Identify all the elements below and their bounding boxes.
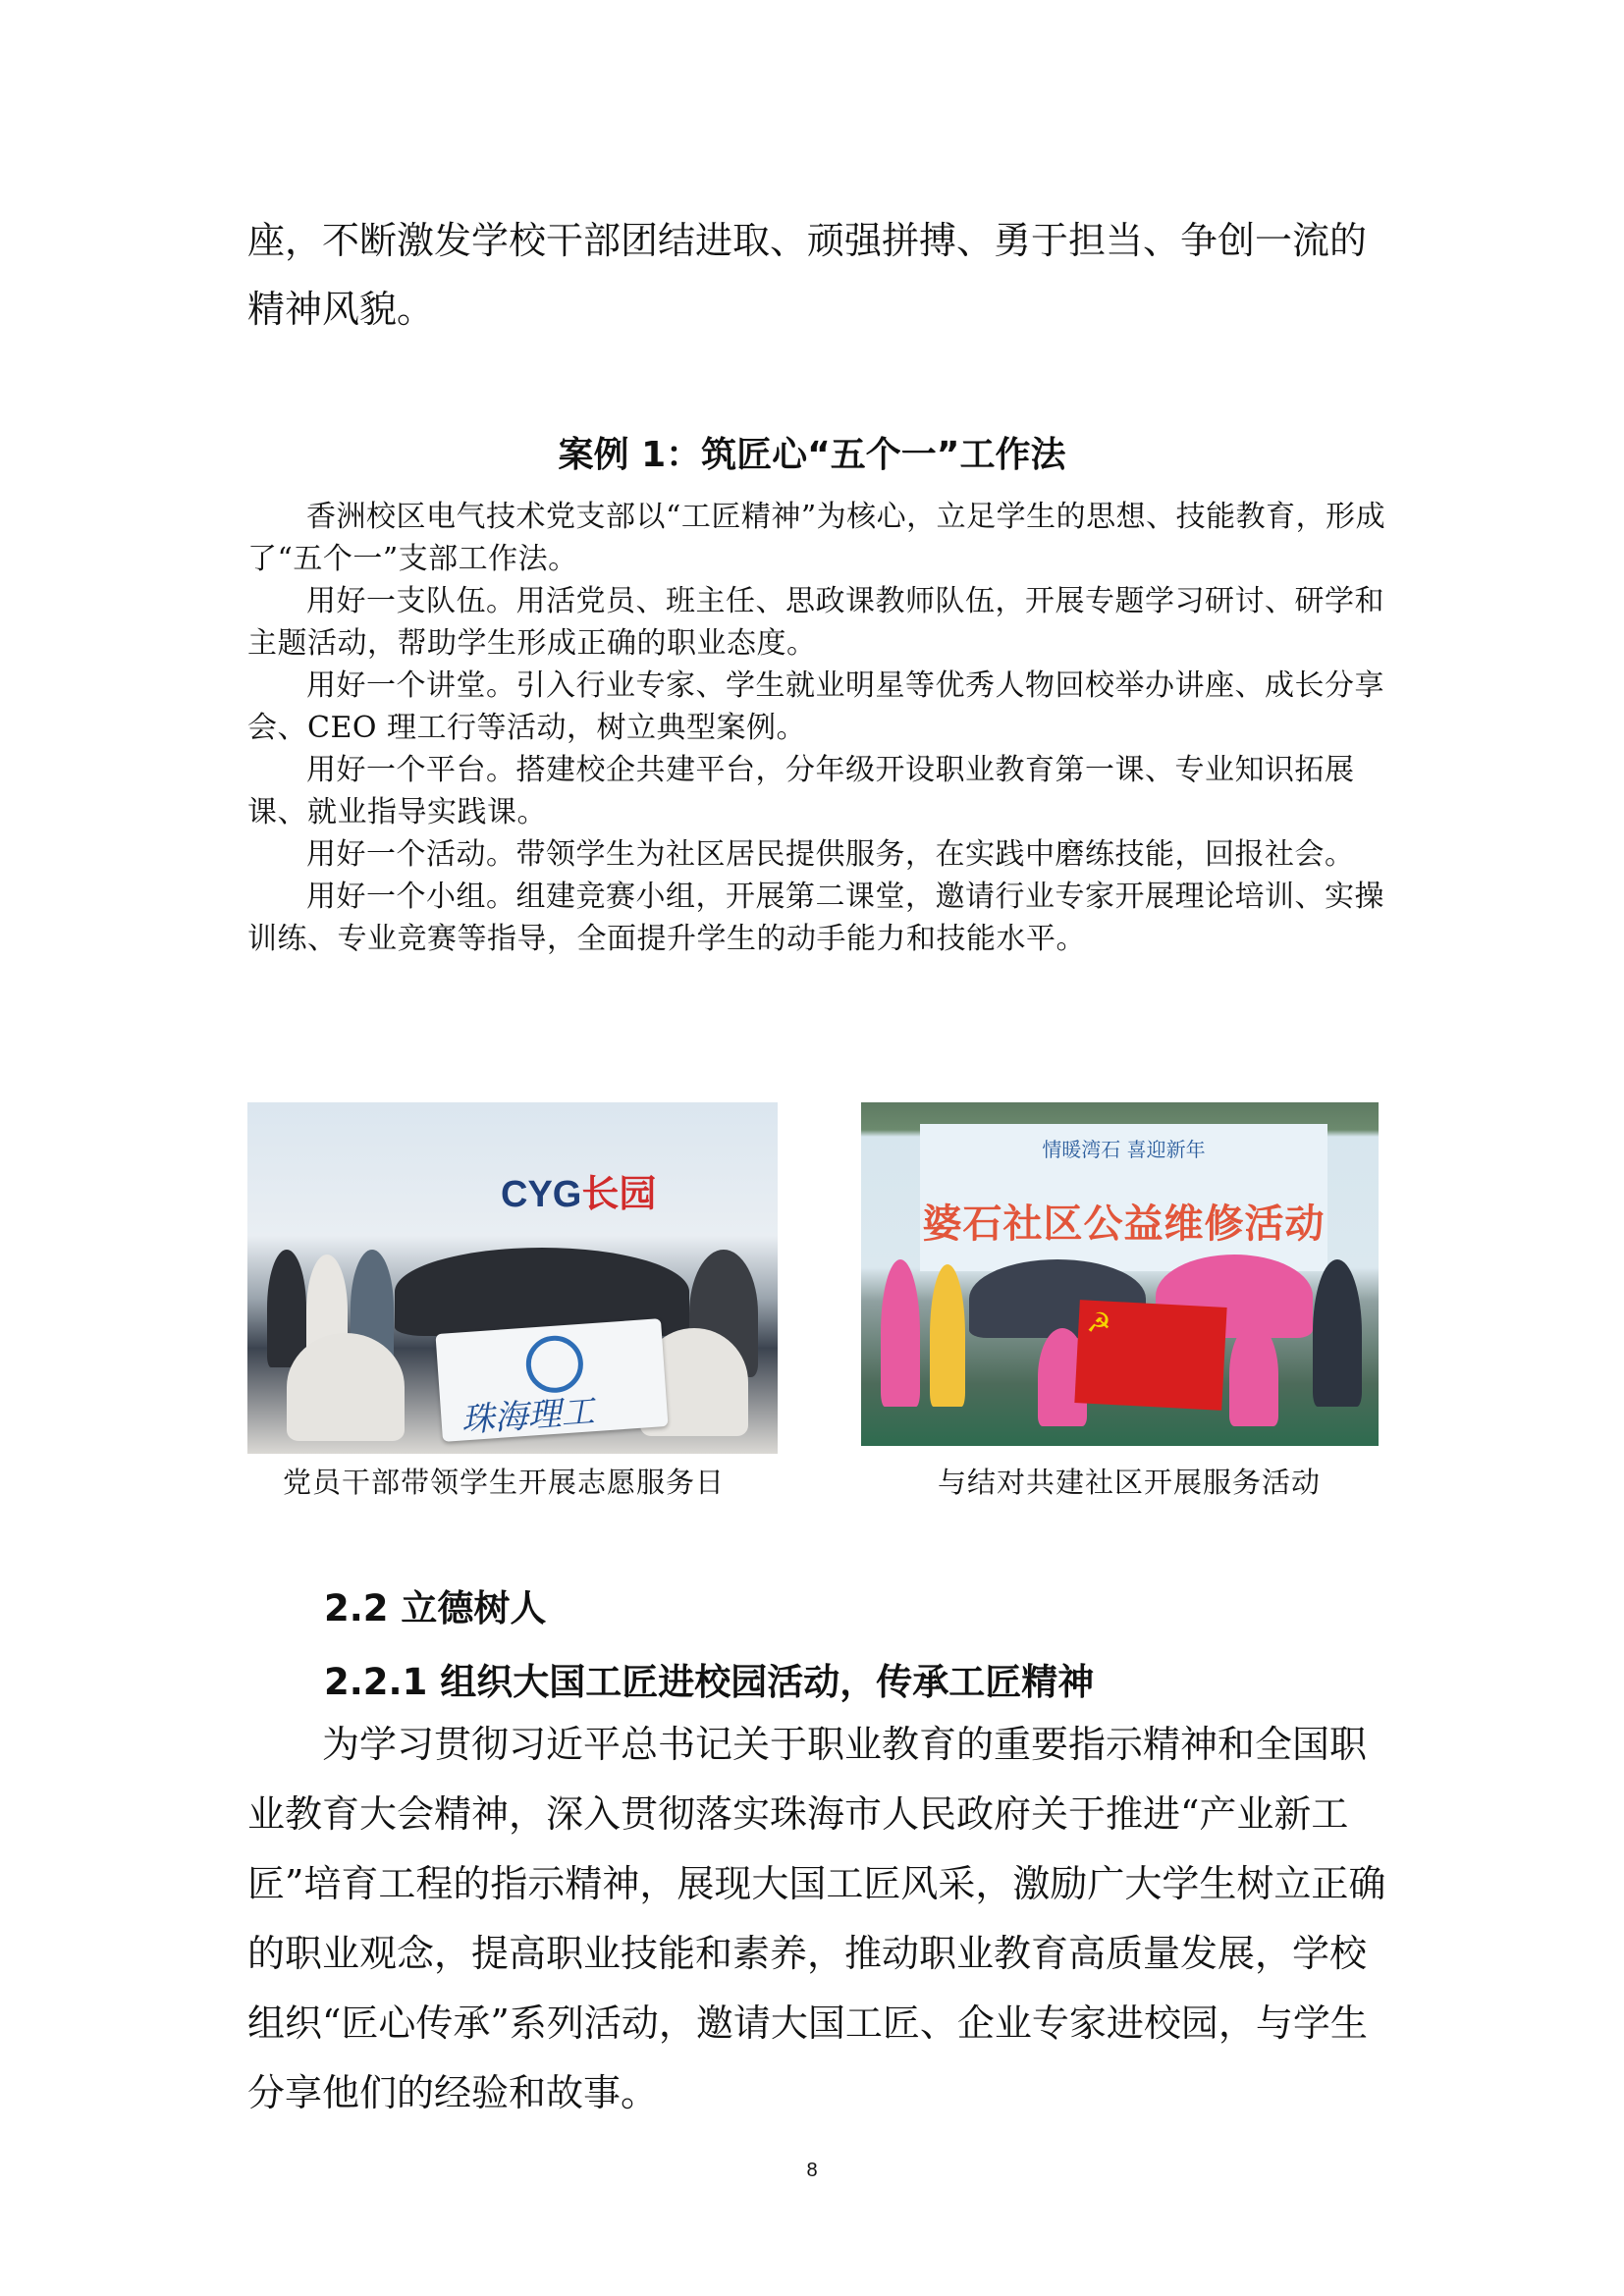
section-heading: 2.2 立德树人 xyxy=(324,1587,547,1629)
case-body xyxy=(247,496,1386,960)
figure-community-service xyxy=(861,1102,1379,1499)
red-flag xyxy=(1074,1300,1226,1411)
case-paragraph: 用好一支队伍。用活党员、班主任、思政课教师队伍，开展专题学习研讨、研学和主题活动，帮助学生形成正确的职业态度。 xyxy=(247,584,1384,661)
photo-logo xyxy=(501,1163,656,1217)
case-paragraph: 用好一个平台。搭建校企共建平台，分年级开设职业教育第一课、专业知识拓展课、就业指导实践课。 xyxy=(247,753,1355,829)
figure-volunteer-day xyxy=(247,1102,778,1499)
case-title: 案例 1：筑匠心“五个一”工作法 xyxy=(558,435,1066,475)
intro-paragraph: 座，不断激发学校干部团结进取、顽强拼搏、勇于担当、争创一流的精神风貌。 xyxy=(247,219,1368,331)
photo-banner xyxy=(920,1124,1327,1271)
banner-subtitle: 情暖湾石 喜迎新年 xyxy=(1042,1138,1206,1161)
figure-caption: 与结对共建社区开展服务活动 xyxy=(938,1466,1322,1499)
photo-white-flag xyxy=(435,1318,668,1442)
case-paragraph: 用好一个讲堂。引入行业专家、学生就业明星等优秀人物回校举办讲座、成长分享会、CEO 理工行等活动，树立典型案例。 xyxy=(247,668,1384,745)
photo-logo-latin: CYG xyxy=(501,1174,582,1215)
photo-community-service xyxy=(861,1102,1379,1446)
case-paragraph: 香洲校区电气技术党支部以“工匠精神”为核心，立足学生的思想、技能教育，形成了“五个一”支部工作法。 xyxy=(247,500,1386,576)
case-paragraph: 用好一个小组。组建竞赛小组，开展第二课堂，邀请行业专家开展理论培训、实操训练、专业竞赛等指导，全面提升学生的动手能力和技能水平。 xyxy=(247,880,1384,956)
photo-flag-text: 珠海理工 xyxy=(460,1392,596,1441)
section-paragraph: 为学习贯彻习近平总书记关于职业教育的重要指示精神和全国职业教育大会精神，深入贯彻落实珠海市人民政府关于推进“产业新工匠”培育工程的指示精神，展现大国工匠风采，激励广大学生树立正确的职业观念，提高职业技能和素养，推动职业教育高质量发展，学校组织“匠心传承”系列活动，邀请大国工匠、企业专家进校园，与学生分享他们的经验和故事。 xyxy=(247,1723,1386,2114)
photo-volunteer-group xyxy=(247,1102,778,1454)
hammer-sickle-icon: ☭ xyxy=(1085,1306,1112,1340)
case-paragraph: 用好一个活动。带领学生为社区居民提供服务，在实践中磨练技能，回报社会。 xyxy=(306,837,1355,872)
banner-title: 婆石社区公益维修活动 xyxy=(922,1201,1326,1247)
subsection-heading: 2.2.1 组织大国工匠进校园活动，传承工匠精神 xyxy=(324,1661,1095,1703)
figure-caption: 党员干部带领学生开展志愿服务日 xyxy=(283,1466,726,1499)
page-number: 8 xyxy=(806,2160,818,2181)
photo-logo-chinese: 长园 xyxy=(581,1174,657,1215)
